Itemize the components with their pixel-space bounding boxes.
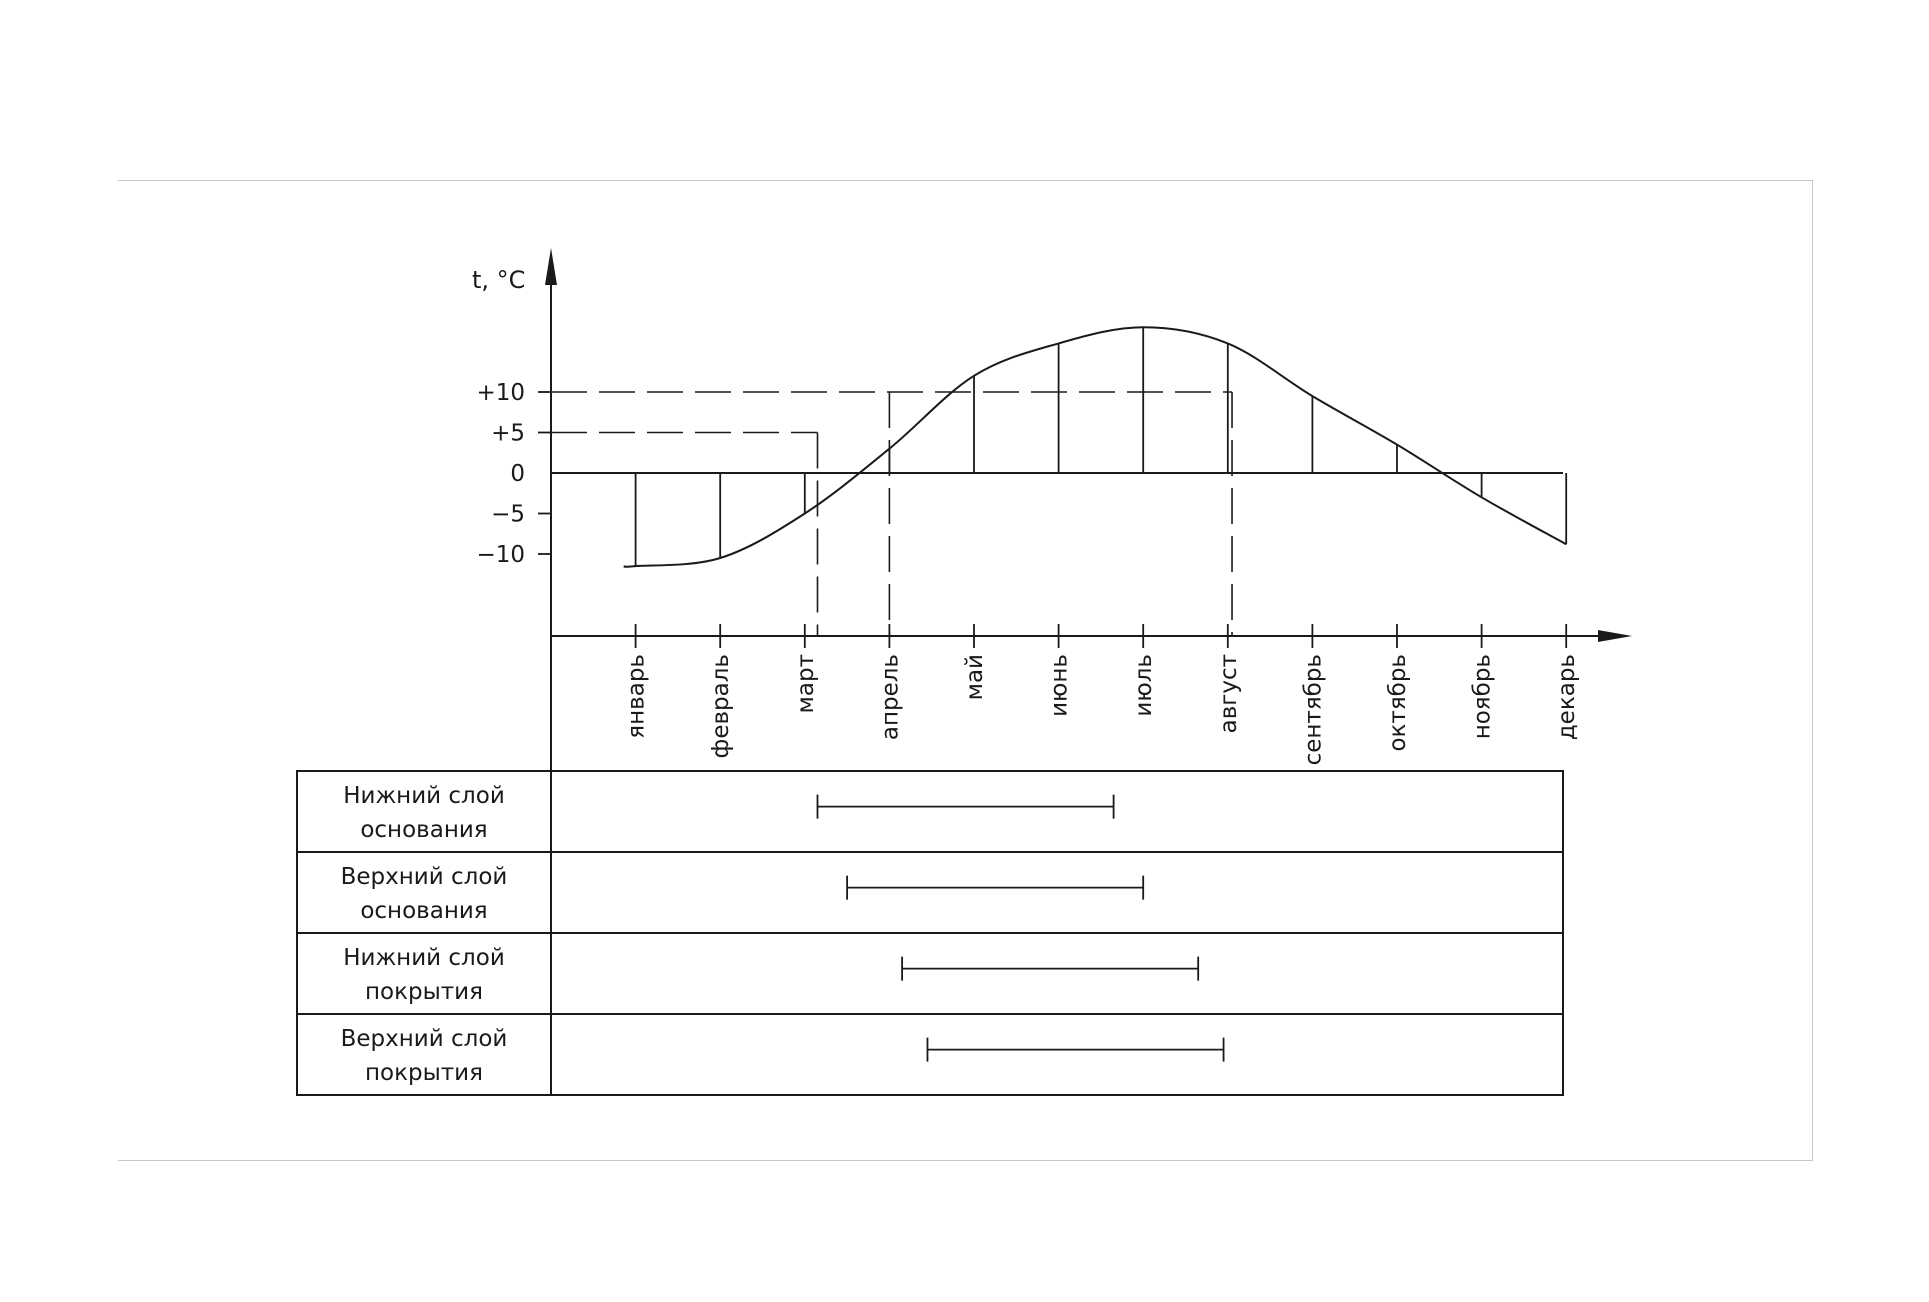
x-tick-label: апрель — [877, 654, 904, 741]
row-label-line1: Верхний слой — [340, 864, 508, 890]
temperature-curve — [624, 327, 1566, 567]
row-label-line2: покрытия — [365, 979, 483, 1005]
schedule-table — [297, 771, 1563, 1095]
row-label-line1: Нижний слой — [343, 945, 505, 971]
y-tick-label: +10 — [476, 380, 525, 406]
x-tick-label: октябрь — [1385, 654, 1411, 752]
x-tick-label: сентябрь — [1300, 654, 1327, 766]
x-tick-label: июнь — [1046, 654, 1073, 717]
y-tick-label: 0 — [510, 461, 525, 487]
reference-lines — [551, 392, 1232, 636]
y-tick-label: +5 — [491, 420, 525, 447]
row-label-line2: покрытия — [365, 1060, 483, 1086]
row-label-line2: основания — [360, 817, 488, 843]
x-axis-arrow — [1598, 630, 1632, 642]
y-axis-title: t, °C — [472, 266, 526, 294]
x-ticks — [624, 624, 1581, 765]
x-tick-label: июль — [1131, 654, 1158, 717]
y-tick-label: −10 — [476, 542, 525, 568]
row-label-line1: Верхний слой — [340, 1026, 508, 1052]
y-axis-arrow — [545, 248, 557, 285]
x-tick-label: январь — [623, 654, 650, 739]
x-tick-label: август — [1215, 654, 1242, 734]
row-label-line1: Нижний слой — [343, 783, 505, 809]
temperature-bars — [636, 327, 1567, 566]
temperature-line — [624, 327, 1566, 567]
x-tick-label: декарь — [1554, 654, 1581, 741]
y-tick-label: −5 — [491, 501, 525, 528]
x-tick-label: май — [962, 654, 988, 701]
x-tick-label: февраль — [708, 654, 735, 759]
row-label-line2: основания — [360, 898, 488, 924]
x-tick-label: март — [792, 654, 819, 714]
x-tick-label: ноябрь — [1469, 654, 1496, 740]
y-ticks — [476, 380, 551, 568]
